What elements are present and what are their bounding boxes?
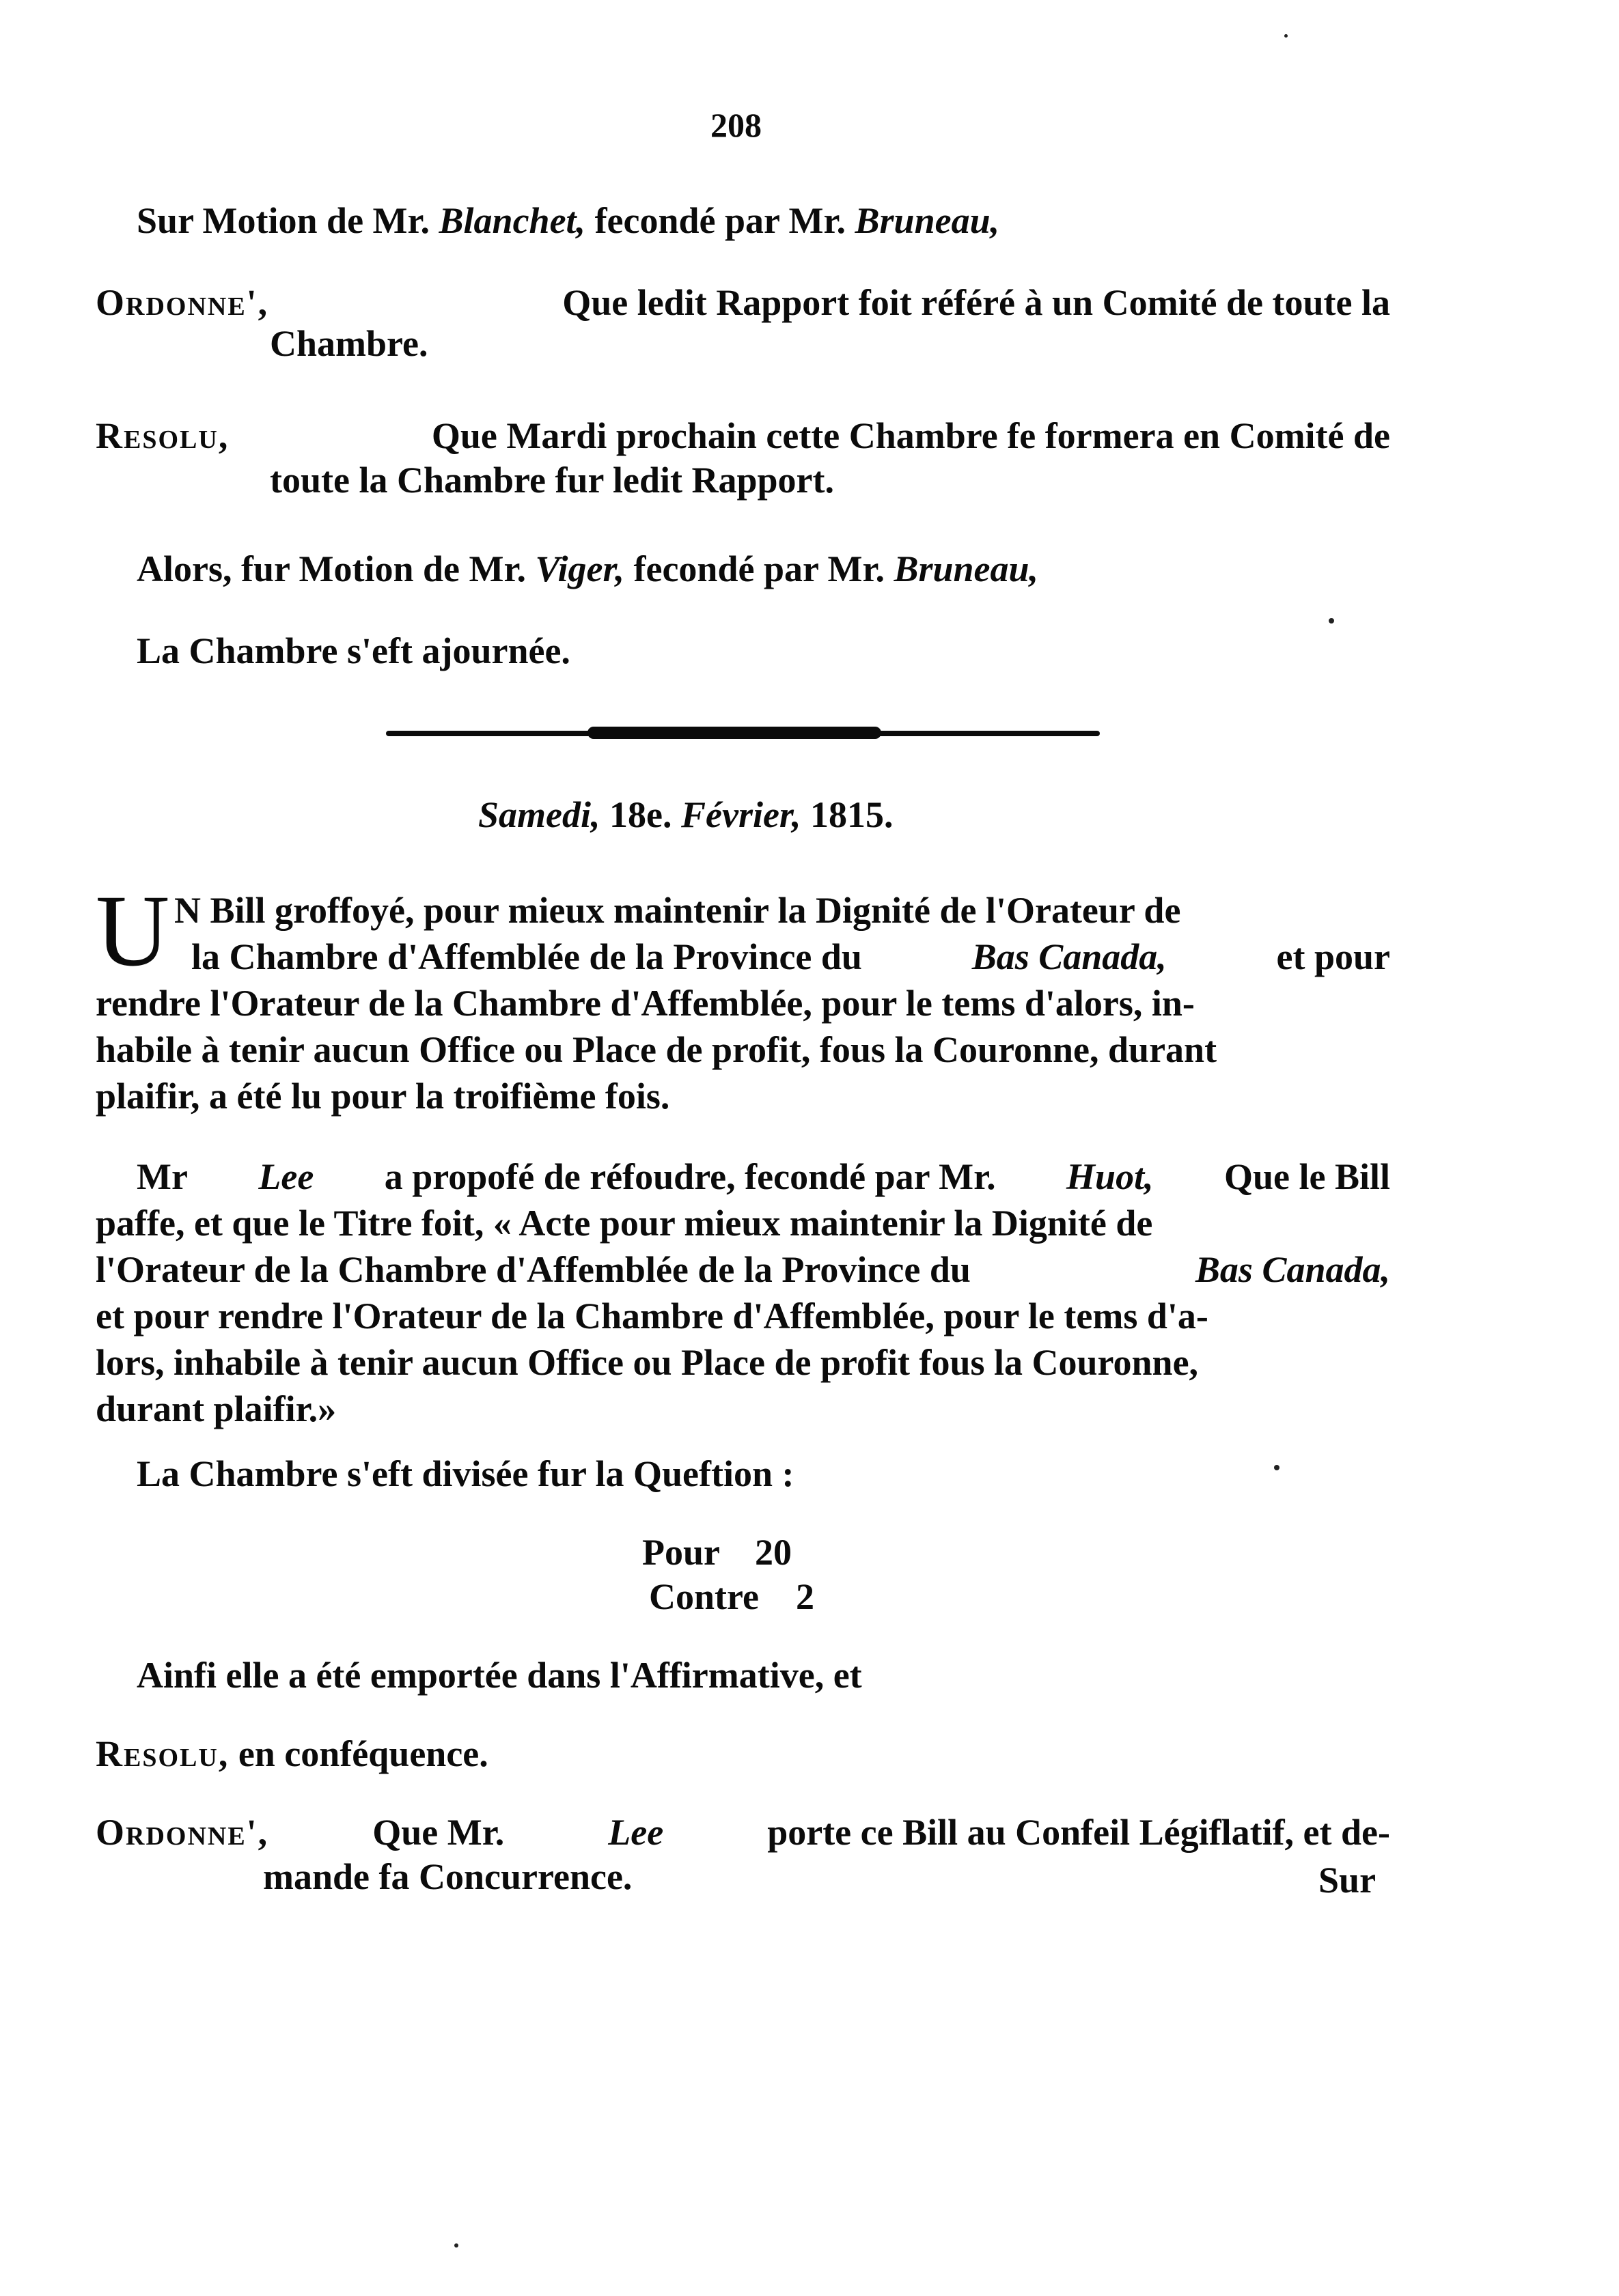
- resolution-line-1: Resolu, Que Mardi prochain cette Chambre fe formera en Comité de: [96, 415, 1390, 456]
- motion-paragraph-line-2: paffe, et que le Titre foit, « Acte pour mieux maintenir la Dignité de: [96, 1203, 1153, 1244]
- scan-speck: [1284, 34, 1288, 38]
- vote-against-count: 2: [796, 1576, 814, 1617]
- scan-speck: [454, 2243, 458, 2248]
- vote-for-count: 20: [755, 1532, 792, 1573]
- motion-paragraph-line-4: et pour rendre l'Orateur de la Chambre d'Affemblée, pour le tems d'a-: [96, 1296, 1208, 1336]
- order-line-2: Chambre.: [270, 323, 428, 364]
- affirmative-line: Ainfi elle a été emportée dans l'Affirmative, et: [137, 1655, 862, 1696]
- resolution-line-2: toute la Chambre fur ledit Rapport.: [270, 460, 834, 501]
- motion-paragraph-line-3: l'Orateur de la Chambre d'Affemblée de la Province du Bas Canada,: [96, 1249, 1390, 1290]
- bill-paragraph-line-3: rendre l'Orateur de la Chambre d'Affemblée, pour le tems d'alors, in-: [96, 983, 1195, 1024]
- order-line-1: Ordonne', Que ledit Rapport foit référé à un Comité de toute la: [96, 282, 1390, 323]
- final-order-line-2: mande fa Concurrence.: [263, 1856, 633, 1897]
- motion-line-1: Sur Motion de Mr. Blanchet, fecondé par Mr. Bruneau,: [137, 200, 1000, 241]
- bill-paragraph-line-2: la Chambre d'Affemblée de la Province du Bas Canada, et pour: [191, 936, 1390, 977]
- adjourn-motion-line: Alors, fur Motion de Mr. Viger, fecondé par Mr. Bruneau,: [137, 548, 1039, 589]
- vote-against-label: Contre: [649, 1576, 759, 1617]
- drop-cap: U: [96, 874, 170, 988]
- vote-for-label: Pour: [642, 1532, 720, 1573]
- adjourned-line: La Chambre s'eft ajournée.: [137, 630, 570, 671]
- bill-paragraph-line-1: N Bill groffoyé, pour mieux maintenir la Dignité de l'Orateur de: [174, 890, 1181, 931]
- section-divider-swell: [587, 727, 881, 739]
- scan-speck: [1274, 1465, 1279, 1470]
- motion-paragraph-line-1: Mr Lee a propofé de réfoudre, fecondé par Mr. Huot, Que le Bill: [137, 1156, 1390, 1197]
- scan-speck: [1329, 618, 1334, 624]
- bill-paragraph-line-5: plaifir, a été lu pour la troifième fois.: [96, 1076, 670, 1117]
- division-line: La Chambre s'eft divisée fur la Queftion :: [137, 1453, 794, 1494]
- date-heading: Samedi, 18e. Février, 1815.: [478, 794, 894, 835]
- motion-paragraph-line-6: durant plaifir.»: [96, 1388, 337, 1429]
- bill-paragraph-line-4: habile à tenir aucun Office ou Place de profit, fous la Couronne, durant: [96, 1029, 1217, 1070]
- page-number: 208: [710, 106, 762, 144]
- final-order-line-1: Ordonne', Que Mr. Lee porte ce Bill au Confeil Légiflatif, et de-: [96, 1812, 1390, 1853]
- catchword: Sur: [1318, 1860, 1376, 1901]
- motion-paragraph-line-5: lors, inhabile à tenir aucun Office ou Place de profit fous la Couronne,: [96, 1342, 1199, 1383]
- resolved-line: Resolu, en conféquence.: [96, 1733, 488, 1774]
